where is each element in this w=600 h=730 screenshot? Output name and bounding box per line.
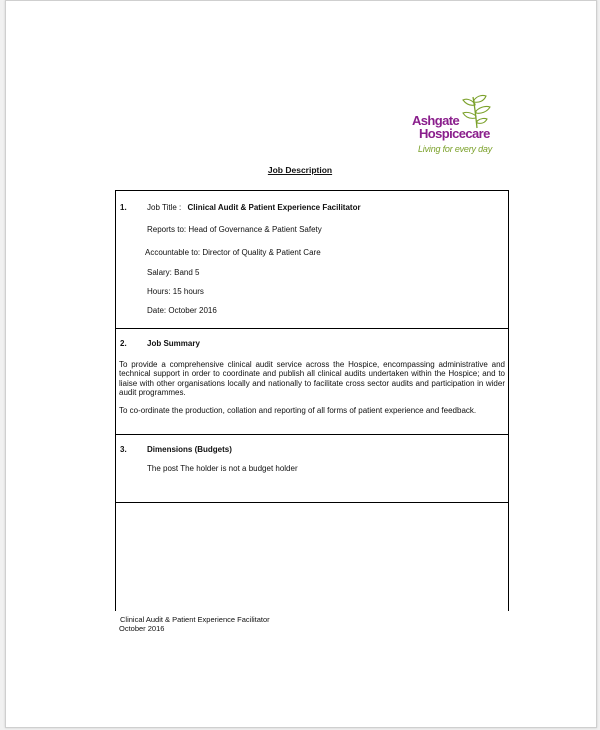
job-summary-heading: Job Summary [147,339,200,348]
page-title: Job Description [267,165,333,175]
logo-line1: Ashgate [412,113,460,128]
footer-date: October 2016 [119,624,165,633]
divider [116,434,508,435]
section1-number: 1. [120,203,127,212]
job-title-value: Clinical Audit & Patient Experience Facilitator [187,203,361,212]
dimensions-heading: Dimensions (Budgets) [147,445,232,454]
job-title-label: Job Title : [147,203,182,212]
date: Date: October 2016 [147,306,217,315]
salary: Salary: Band 5 [147,268,200,277]
accountable-to: Accountable to: Director of Quality & Patient Care [145,248,321,257]
divider [116,328,508,329]
divider [116,502,508,503]
section3-number: 3. [120,445,127,454]
job-description-table [115,190,509,611]
reports-to: Reports to: Head of Governance & Patient Safety [147,225,322,234]
hours: Hours: 15 hours [147,287,204,296]
footer-job-title: Clinical Audit & Patient Experience Facilitator [120,615,270,624]
budget-holder-text: The post The holder is not a budget holder [147,464,298,473]
patient-experience-paragraph: To co-ordinate the production, collation and reporting of all forms of patient experience and feedback. [119,406,477,415]
ashgate-logo [407,94,507,156]
leaf-sprig-icon [459,94,495,130]
logo-tagline: Living for every day [418,144,493,154]
logo-line2: Hospicecare [419,126,490,141]
section2-number: 2. [120,339,127,348]
job-title-row [147,203,361,213]
job-summary-paragraph: To provide a comprehensive clinical audit service across the Hospice, encompassing administrative and technical support in order to coordinate and publish all clinical audits undertaken within the Hospice; and to liaise with other organisations locally and nationally to facilitate cross sector audits and participation in wider audit programmes. [119,360,505,398]
